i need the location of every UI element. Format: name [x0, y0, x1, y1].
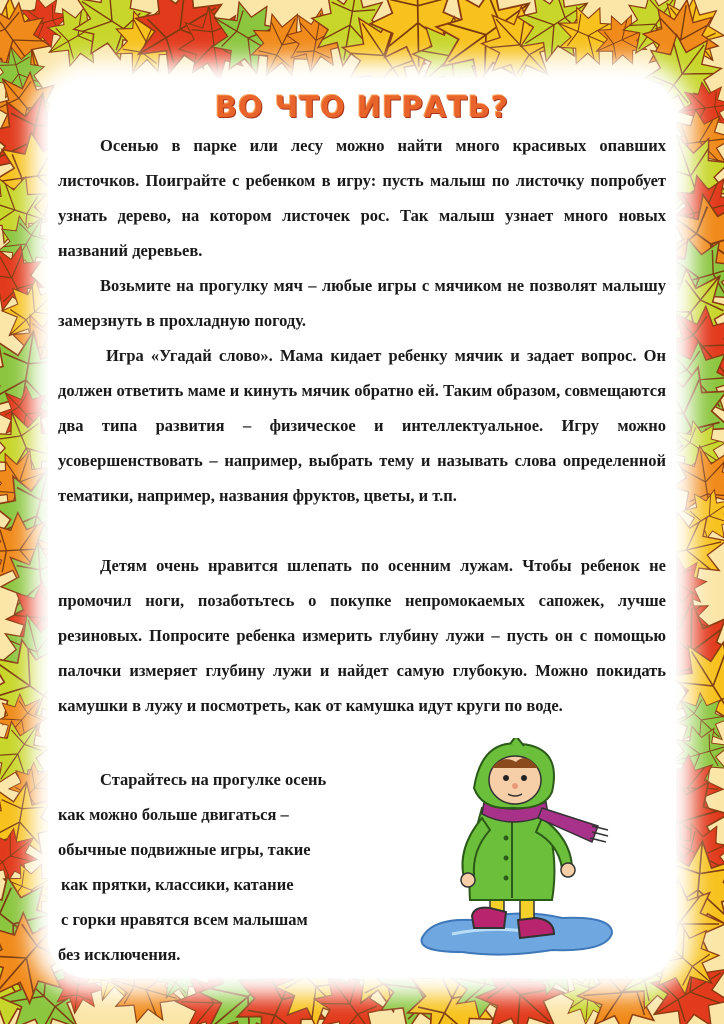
closing-line: Старайтесь на прогулке осень: [100, 770, 327, 789]
paragraph-ball: Возьмите на прогулку мяч – любые игры с мячиком не позволят малышу замерзнуть в прохладную погоду.: [58, 276, 666, 330]
paragraph-guess-word-game: Игра «Угадай слово». Мама кидает ребенку мячик и задает вопрос. Он должен ответить маме и кинуть мячик обратно ей. Таким образом, совмещаются два типа развития – физическое и интеллектуальное. Игру можно усовершенствовать – например, выбрать тему и называть слова определенной тематики, например, названия фруктов, цветы, и т.п.: [58, 346, 666, 505]
closing-text: [58, 762, 418, 972]
closing-line: без исключения.: [58, 945, 181, 964]
closing-line: как можно больше двигаться –: [58, 805, 289, 824]
closing-line: обычные подвижные игры, такие: [58, 840, 311, 859]
paragraph-puddles: Детям очень нравится шлепать по осенним лужам. Чтобы ребенок не промочил ноги, позаботьтесь о покупке непромокаемых сапожек, лучше резиновых. Попросите ребенка измерить глубину лужи – пусть он с помощью палочки измеряет глубину лужи и найдет самую глубокую. Можно покидать камушки в лужу и посмотреть, как от камушка идут круги по воде.: [58, 556, 666, 715]
closing-line: как прятки, классики, катание: [61, 875, 294, 894]
child-in-raincoat-icon: [412, 738, 622, 958]
page-title: ВО ЧТО ИГРАТЬ?: [215, 90, 509, 124]
closing-line: с горки нравятся всем малышам: [61, 910, 308, 929]
paragraph-leaves: Осенью в парке или лесу можно найти много красивых опавших листочков. Поиграйте с ребенком в игру: пусть малыш по листочку попробует узнать дерево, на котором листочек рос. Так малыш узнает много новых названий деревьев.: [58, 136, 666, 260]
